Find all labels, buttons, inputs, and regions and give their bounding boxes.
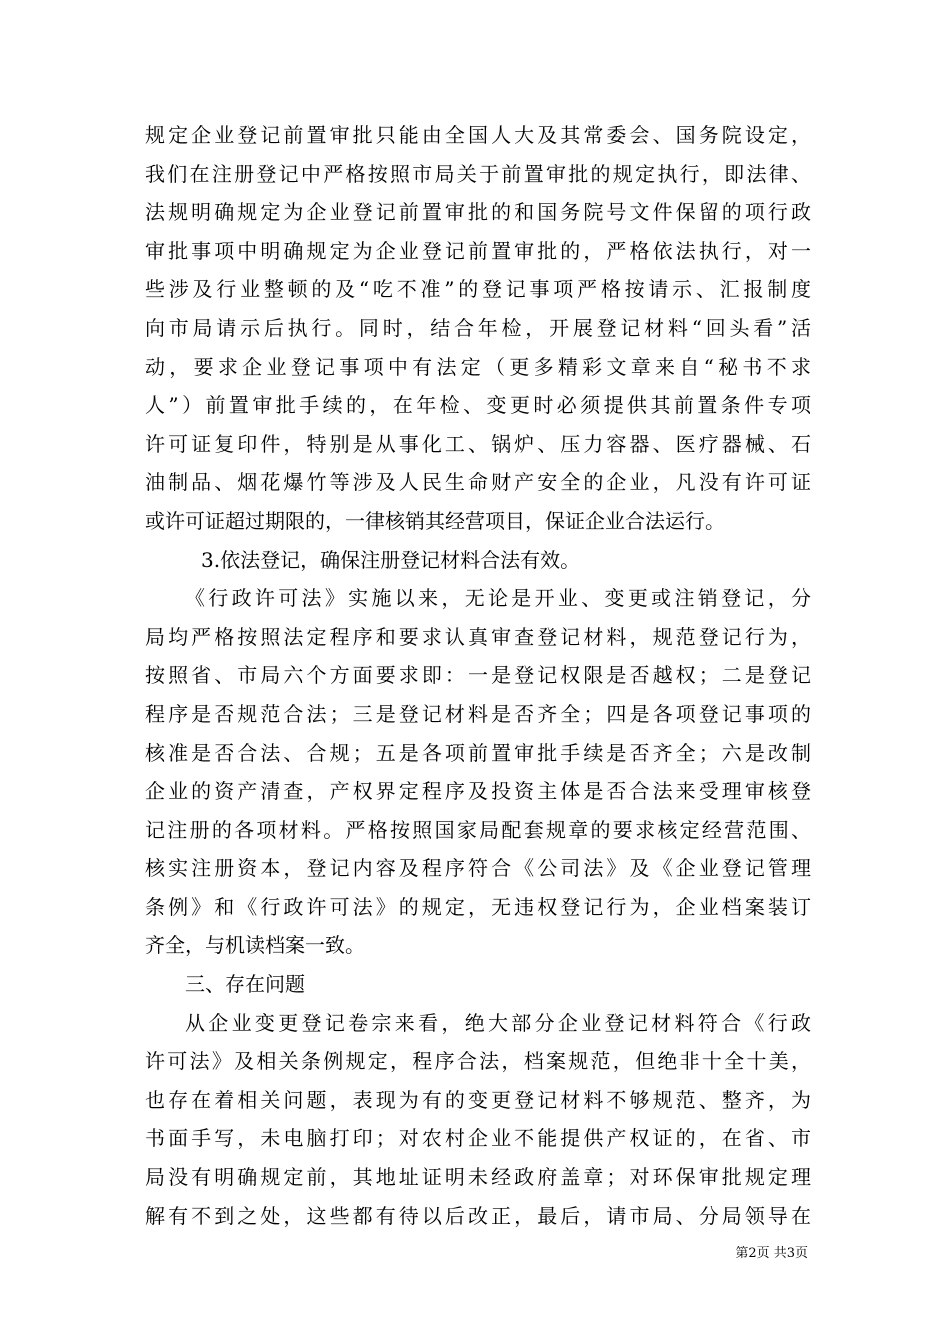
text-line: 核实注册资本，登记内容及程序符合《公司法》及《企业登记管理: [145, 856, 811, 881]
page-number-footer: 第2页 共3页: [735, 1246, 808, 1261]
paragraph-first-line: 《行政许可法》实施以来，无论是开业、变更或注销登记，分: [185, 586, 811, 611]
text-line: 许可法》及相关条例规定，程序合法，档案规范，但绝非十全十美，: [145, 1049, 811, 1074]
text-line: 许可证复印件，特别是从事化工、锅炉、压力容器、医疗器械、石: [145, 431, 811, 456]
text-line: 齐全，与机读档案一致。: [145, 933, 365, 958]
document-body: [145, 116, 811, 1235]
text-line: 规定企业登记前置审批只能由全国人大及其常委会、国务院设定，: [145, 123, 811, 147]
section-heading: 3.依法登记，确保注册登记材料合法有效。: [201, 547, 581, 572]
text-line: 审批事项中明确规定为企业登记前置审批的，严格依法执行，对一: [145, 238, 811, 263]
text-line: 些涉及行业整顿的及“吃不准”的登记事项严格按请示、汇报制度: [145, 277, 811, 302]
text-line: 企业的资产清查，产权界定程序及投资主体是否合法来受理审核登: [145, 779, 811, 804]
section-heading: 三、存在问题: [185, 972, 305, 997]
text-line: 油制品、烟花爆竹等涉及人民生命财产安全的企业，凡没有许可证: [145, 470, 811, 495]
text-line: 局均严格按照法定程序和要求认真审查登记材料，规范登记行为，: [145, 624, 811, 649]
text-line: 条例》和《行政许可法》的规定，无违权登记行为，企业档案装订: [145, 894, 811, 919]
text-line: 人”）前置审批手续的，在年检、变更时必须提供其前置条件专项: [145, 393, 811, 418]
paragraph-first-line: 从企业变更登记卷宗来看，绝大部分企业登记材料符合《行政: [185, 1010, 811, 1035]
text-line: 向市局请示后执行。同时，结合年检，开展登记材料“回头看”活: [145, 315, 811, 340]
text-line: 我们在注册登记中严格按照市局关于前置审批的规定执行，即法律、: [145, 161, 811, 186]
text-line: 解有不到之处，这些都有待以后改正，最后，请市局、分局领导在: [145, 1203, 811, 1228]
text-line: 或许可证超过期限的，一律核销其经营项目，保证企业合法运行。: [145, 508, 725, 533]
text-line: 动，要求企业登记事项中有法定（更多精彩文章来自“秘书不求: [145, 354, 811, 379]
text-line: 核准是否合法、合规；五是各项前置审批手续是否齐全；六是改制: [145, 740, 811, 765]
text-line: 记注册的各项材料。严格按照国家局配套规章的要求核定经营范围、: [145, 817, 811, 842]
text-line: 书面手写，未电脑打印；对农村企业不能提供产权证的，在省、市: [145, 1126, 811, 1151]
text-line: 也存在着相关问题，表现为有的变更登记材料不够规范、整齐，为: [145, 1087, 811, 1112]
text-line: 法规明确规定为企业登记前置审批的和国务院号文件保留的项行政: [145, 200, 811, 225]
text-line: 按照省、市局六个方面要求即：一是登记权限是否越权；二是登记: [145, 663, 811, 688]
text-line: 程序是否规范合法；三是登记材料是否齐全；四是各项登记事项的: [145, 701, 811, 726]
text-line: 局没有明确规定前，其地址证明未经政府盖章；对环保审批规定理: [145, 1165, 811, 1190]
